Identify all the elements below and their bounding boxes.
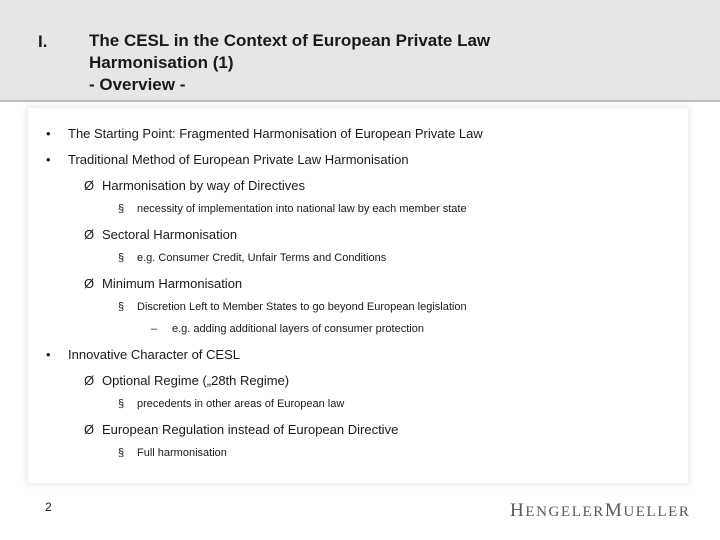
slide-title (89, 30, 689, 96)
outline-item-text: Discretion Left to Member States to go beyond European legislation (137, 301, 467, 313)
outline-item-text: necessity of implementation into national law by each member state (137, 203, 467, 215)
bullet-marker: • (46, 152, 51, 167)
bullet-marker: § (118, 447, 125, 459)
bullet-marker: • (46, 347, 51, 362)
outline-item-text: Minimum Harmonisation (102, 276, 243, 291)
outline-item-text: Full harmonisation (137, 447, 227, 459)
bullet-marker: § (118, 398, 125, 410)
outline-item-text: Optional Regime („28th Regime) (102, 373, 290, 388)
slide-header (0, 0, 720, 100)
bullet-marker: Ø (84, 373, 95, 388)
bullet-marker: § (118, 203, 125, 215)
outline-item-text: Innovative Character of CESL (68, 347, 240, 362)
outline-item-text: precedents in other areas of European law (137, 398, 345, 410)
outline-item-text: European Regulation instead of European Directive (102, 422, 399, 437)
bullet-marker: § (118, 252, 125, 264)
outline-item-text: e.g. Consumer Credit, Unfair Terms and Conditions (137, 252, 387, 264)
bullet-marker: – (151, 323, 158, 335)
title-line: - Overview - (89, 75, 186, 94)
company-logo: HENGELERMUELLER (510, 500, 691, 521)
bullet-marker: Ø (84, 178, 95, 193)
title-line: The CESL in the Context of European Private Law (89, 31, 491, 50)
title-line: Harmonisation (1) (89, 53, 234, 72)
bullet-marker: • (46, 126, 51, 141)
bullet-marker: Ø (84, 422, 95, 437)
bullet-marker: Ø (84, 276, 95, 291)
section-number: I. (38, 32, 48, 51)
outline-item-text: Traditional Method of European Private Law Harmonisation (68, 152, 409, 167)
outline-item-text: Sectoral Harmonisation (102, 227, 238, 242)
outline-item-text: e.g. adding additional layers of consumer protection (172, 323, 424, 335)
bullet-marker: § (118, 301, 125, 313)
page-number: 2 (45, 500, 52, 514)
outline-item-text: The Starting Point: Fragmented Harmonisation of European Private Law (68, 126, 483, 141)
outline-item-text: Harmonisation by way of Directives (102, 178, 306, 193)
header-divider (0, 100, 720, 102)
bullet-marker: Ø (84, 227, 95, 242)
